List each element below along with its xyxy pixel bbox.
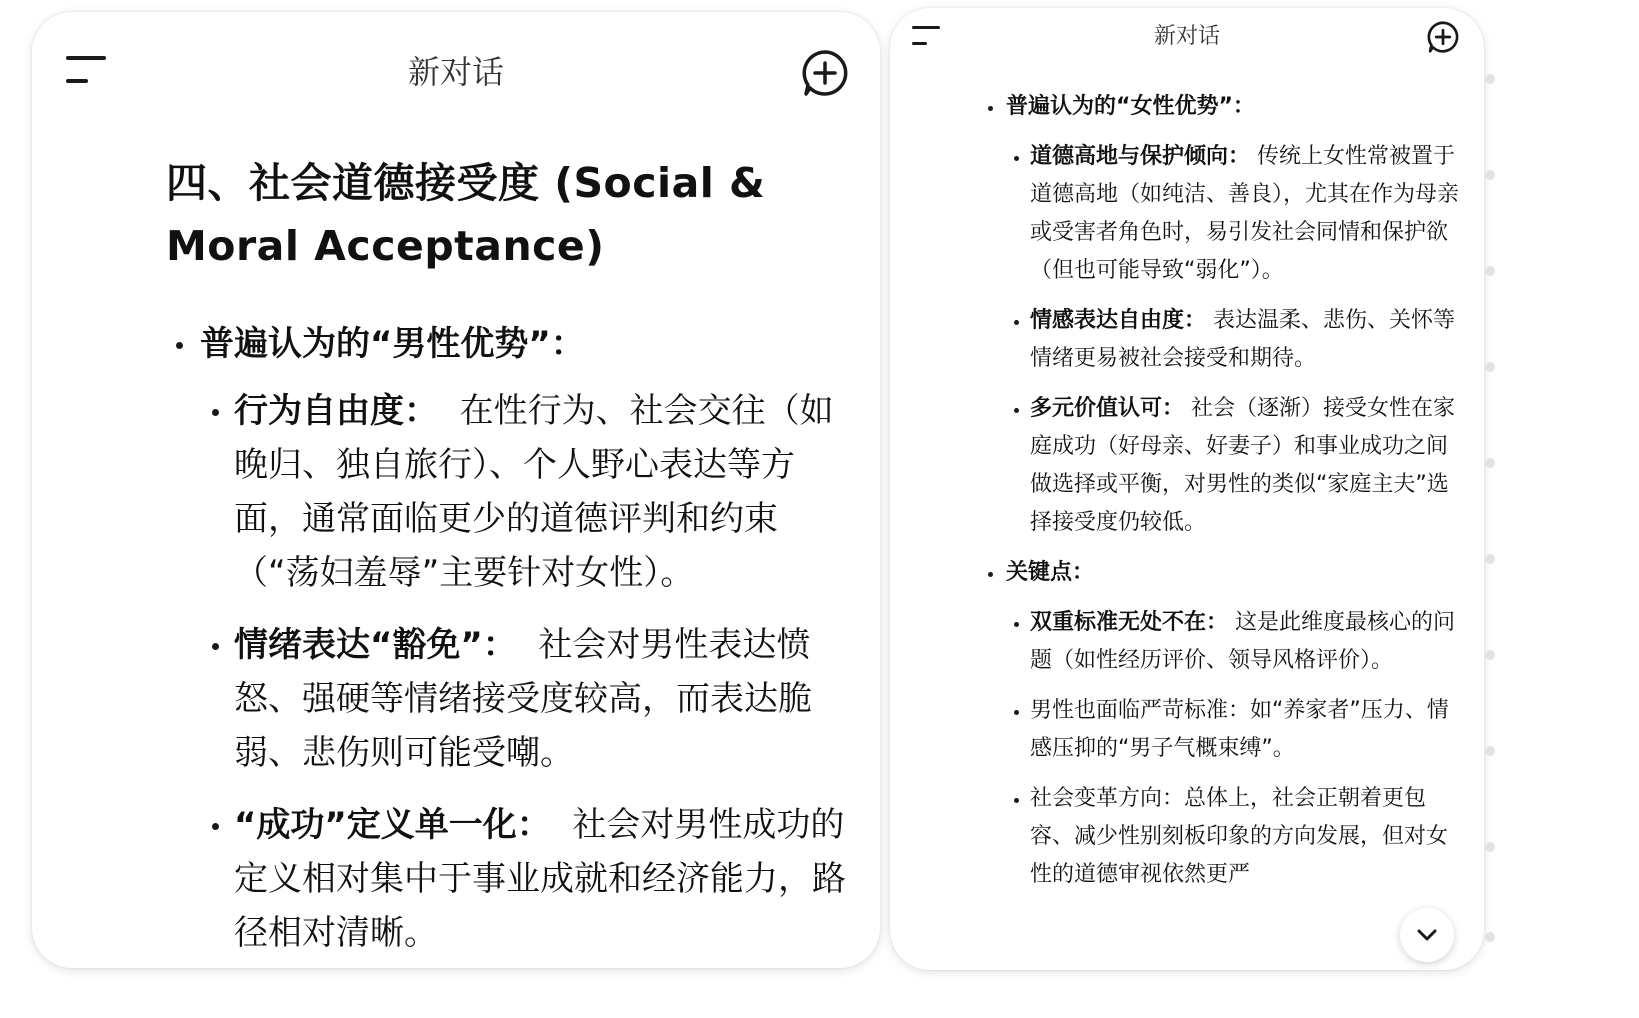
- conversation-title: 新对话: [407, 53, 504, 91]
- message-content: [980, 88, 1466, 906]
- item-text: 男性也面临严苛标准：如“养家者”压力、情感压抑的“男子气概束缚”。: [1030, 698, 1449, 761]
- item-term: “成功”定义单一化：: [234, 805, 551, 845]
- list-item: [234, 618, 856, 780]
- item-term: 道德高地与保护倾向：: [1030, 144, 1251, 169]
- right-chat-panel: [890, 8, 1484, 970]
- item-term: 多元价值认可：: [1030, 396, 1185, 421]
- list-item: [1030, 390, 1466, 542]
- new-chat-icon[interactable]: [1426, 20, 1460, 54]
- list-item: [1030, 692, 1466, 768]
- item-term: 双重标准无处不在：: [1030, 610, 1229, 635]
- list-item: [1030, 302, 1466, 378]
- heading-line-2: Moral Acceptance): [166, 222, 605, 270]
- item-term: 情绪表达“豁免”：: [234, 625, 517, 665]
- chevron-down-icon: [1415, 924, 1439, 946]
- new-chat-icon[interactable]: [800, 48, 850, 98]
- scroll-down-button[interactable]: [1400, 908, 1454, 962]
- left-chat-panel: [32, 12, 880, 968]
- bullet-list: [980, 138, 1466, 542]
- item-term: 行为自由度：: [234, 391, 438, 431]
- group-label-female-advantages: 普遍认为的“女性优势”：: [980, 88, 1466, 126]
- item-text: 社会变革方向：总体上，社会正朝着更包容、减少性别刻板印象的方向发展，但对女性的道德审视依然更严: [1030, 786, 1449, 887]
- section-label: 普遍认为的“男性优势”：: [166, 318, 856, 370]
- message-content: [166, 152, 856, 968]
- list-item: [1030, 780, 1466, 894]
- item-text: 社会对男性成功的定义相对集中于事业成就和经济能力，路径相对清晰。: [234, 805, 846, 953]
- list-item: [1030, 138, 1466, 290]
- conversation-title: 新对话: [1153, 24, 1220, 49]
- section-heading: [166, 152, 856, 278]
- item-text: 社会对男性表达愤怒、强硬等情绪接受度较高，而表达脆弱、悲伤则可能受嘲。: [234, 625, 812, 773]
- list-item: [1030, 604, 1466, 680]
- item-text: 这是此维度最核心的问题（如性经历评价、领导风格评价）。: [1030, 610, 1456, 673]
- item-text: 传统上女性常被置于道德高地（如纯洁、善良），尤其在作为母亲或受害者角色时，易引发社会同情和保护欲（但也可能导致“弱化”）。: [1030, 144, 1460, 283]
- item-text: 社会（逐渐）接受女性在家庭成功（好母亲、好妻子）和事业成功之间做选择或平衡，对男性的类似“家庭主夫”选择接受度仍较低。: [1030, 396, 1456, 535]
- group-label-key-points: 关键点：: [980, 554, 1466, 592]
- heading-line-1: 四、社会道德接受度 (Social &: [166, 159, 766, 207]
- bottom-fade: [890, 930, 1484, 970]
- item-text: 在性行为、社会交往（如晚归、独自旅行）、个人野心表达等方面，通常面临更少的道德评判和约束（“荡妇羞辱”主要针对女性）。: [234, 391, 834, 593]
- bullet-list: [980, 604, 1466, 894]
- item-term: 情感表达自由度：: [1030, 308, 1207, 333]
- bullet-list: [166, 384, 856, 960]
- list-item: [234, 384, 856, 600]
- scroll-indicator[interactable]: [1485, 60, 1497, 960]
- item-text: 表达温柔、悲伤、关怀等情绪更易被社会接受和期待。: [1030, 308, 1456, 371]
- list-item: [234, 798, 856, 960]
